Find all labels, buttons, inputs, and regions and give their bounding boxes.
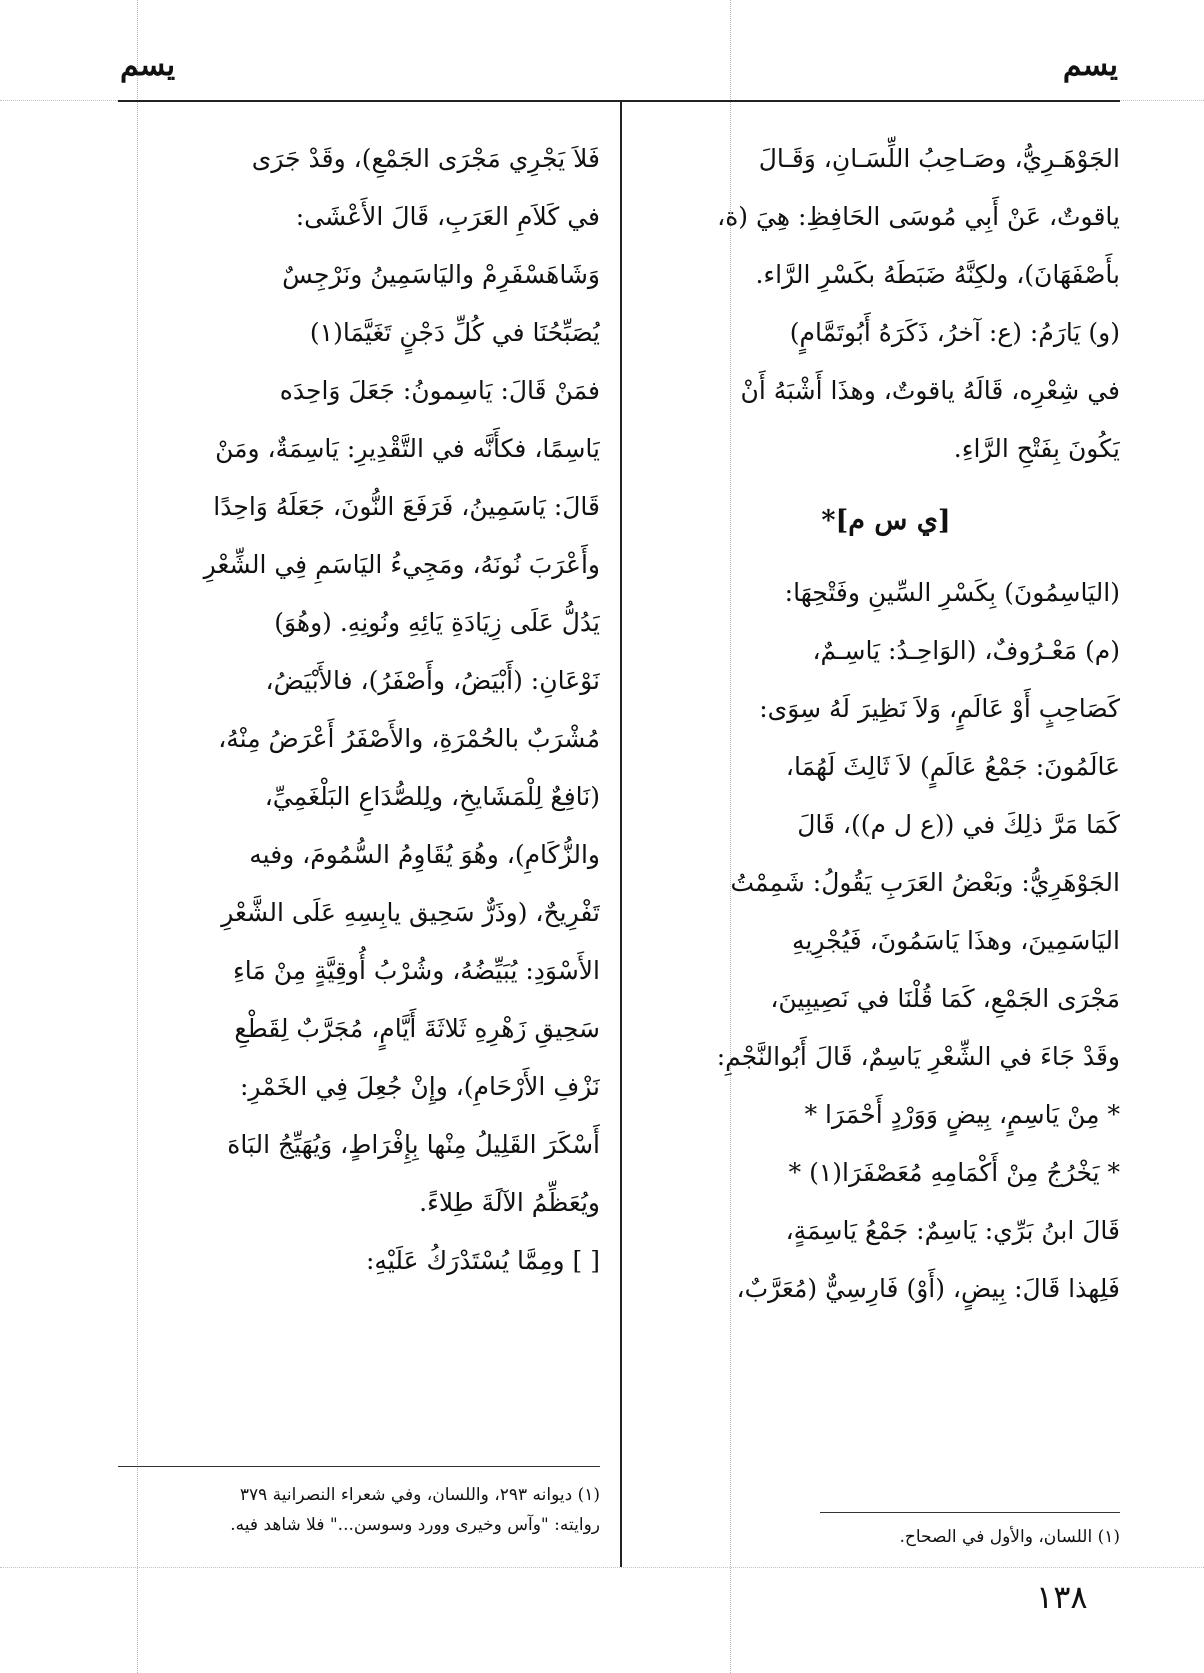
verse-line: * يَخْرُجُ مِنْ أَكْمَامِهِ مُعَصْفَرَا(١) *: [788, 1158, 1120, 1187]
right-column: [652, 130, 1120, 1318]
text-line: الجَوْهَـرِيُّ، وصَـاحِبُ اللِّسَـانِ، وَقَـالَ: [758, 144, 1120, 173]
text-line: (نَافِعٌ لِلْمَشَايخِ، ولِلصُّدَاعِ البَلْغَمِيِّ،: [264, 782, 600, 811]
running-header-right: يسم: [1062, 48, 1118, 83]
text-line: كَصَاحِبٍ أَوْ عَالَمٍ، وَلاَ نَظِيرَ لَهُ سِوَى:: [759, 694, 1120, 723]
text-line: في كَلاَمِ العَرَبِ، قَالَ الأَعْشَى:: [295, 202, 600, 231]
text-line: قَالَ: يَاسَمِينُ، فَرَفَعَ النُّونَ، جَعَلَهُ وَاحِدًا: [213, 492, 600, 521]
left-column: [118, 130, 600, 1290]
scan-guide-line: [0, 1567, 1204, 1568]
text-line: ويُعَظِّمُ الآلَةَ طِلاءً.: [419, 1188, 600, 1217]
spacer: [652, 478, 1120, 492]
text-line: (اليَاسِمُونَ) بِكَسْرِ السِّينِ وفَتْحِهَا:: [784, 578, 1120, 607]
running-header-left: يسم: [120, 48, 176, 83]
text-line: كَمَا مَرَّ ذلِكَ في ((ع ل م))، قَالَ: [797, 810, 1120, 839]
text-line: نَوْعَانِ: (أَبْيَضُ، وأَصْفَرُ)، فالأَبْيَضُ،: [265, 666, 600, 695]
header-rule: [118, 100, 1120, 102]
text-line: بأَصْفَهَانَ)، ولكِنَّهُ ضَبَطَهُ بكَسْرِ الرَّاء.: [755, 260, 1120, 289]
text-line: تَفْرِيحٌ، (وذَرٌّ سَحِيق يابِسِهِ عَلَى الشَّعْرِ: [221, 898, 600, 927]
verse-line: * مِنْ يَاسِمٍ، بِيضٍ وَوَرْدٍ أَحْمَرَا *: [804, 1100, 1120, 1129]
entry-heading: [ي س م]*: [821, 505, 951, 536]
text-line: مَجْرَى الجَمْعِ، كَمَا قُلْنَا في نَصِيبِينَ،: [770, 984, 1120, 1013]
spacer: [652, 550, 1120, 564]
footnote-line: (١) ديوانه ٢٩٣، واللسان، وفي شعراء النصرانية ٣٧٩: [239, 1485, 600, 1505]
footnote-rule: [118, 1466, 600, 1467]
text-line: مُشْرَبٌ بالحُمْرَةِ، والأَصْفَرُ أَعْرَضُ مِنْهُ،: [218, 724, 600, 753]
footnote-line: روايته: "وآس وخيرى وورد وسوسن..." فلا شاهد فيه.: [230, 1515, 600, 1535]
text-line: فمَنْ قَالَ: يَاسِمونُ: جَعَلَ وَاحِدَه: [279, 376, 600, 405]
text-line: فَلِهذا قَالَ: بِيضٍ، (أَوْ) فَارِسِيٌّ (مُعَرَّبٌ،: [736, 1274, 1120, 1303]
text-line: اليَاسَمِينَ، وهذَا يَاسَمُونَ، فَيُجْرِيهِ: [791, 926, 1120, 955]
text-line: سَحِيقِ زَهْرِهِ ثَلاثَةَ أَيَّامٍ، مُجَرَّبٌ لِقَطْعِ: [234, 1014, 600, 1043]
text-line: [ ] ومِمَّا يُسْتَدْرَكُ عَلَيْهِ:: [366, 1246, 600, 1275]
text-line: والزُّكَامِ)، وهُوَ يُقَاوِمُ السُّمُومَ، وفيه: [249, 840, 600, 869]
text-line: وأَعْرَبَ نُونَهُ، ومَجِيءُ اليَاسَمِ فِي الشِّعْرِ: [203, 550, 600, 579]
text-line: قَالَ ابنُ بَرِّي: يَاسِمٌ: جَمْعُ يَاسِمَةٍ،: [785, 1216, 1120, 1245]
text-line: ياقوتٌ، عَنْ أَبِي مُوسَى الحَافِظِ: هِيَ (ة،: [717, 202, 1120, 231]
text-line: عَالَمُونَ: جَمْعُ عَالَمٍ) لاَ ثَالِثَ لَهُمَا،: [785, 752, 1120, 781]
text-line: (م) مَعْـرُوفٌ، (الوَاحِـدُ: يَاسِـمٌ،: [812, 636, 1120, 665]
text-line: الجَوْهَرِيُّ: وبَعْضُ العَرَبِ يَقُولُ: شَمِمْتُ: [730, 868, 1120, 897]
text-line: أَسْكَرَ القَلِيلُ مِنْها بِإِفْرَاطٍ، وَيُهَيِّجُ البَاهَ: [227, 1130, 600, 1159]
text-line: يَكُونَ بِفَتْحِ الرَّاءِ.: [953, 434, 1120, 463]
verse-line: يُصَبِّحُنَا في كُلِّ دَجْنٍ تَغَيَّمَا(١): [309, 318, 600, 347]
text-line: الأَسْوَدِ: يُبَيِّضُهُ، وشُرْبُ أُوقِيَّةٍ مِنْ مَاءِ: [232, 956, 600, 985]
text-line: نَزْفِ الأَرْحَامِ)، وإِنْ جُعِلَ فِي الخَمْرِ:: [239, 1072, 600, 1101]
text-line: فَلاَ يَجْرِي مَجْرَى الجَمْعِ)، وقَدْ جَرَى: [251, 144, 600, 173]
text-line: يَدُلُّ عَلَى زِيَادَةِ يَائِهِ ونُونِهِ. (وهُوَ): [274, 608, 600, 637]
footnote-left: [118, 1480, 600, 1540]
page-number: ١٣٨: [1036, 1578, 1088, 1616]
text-line: يَاسِمًا، فكأَنَّه في التَّقْدِيرِ: يَاسِمَةٌ، ومَنْ: [215, 434, 600, 463]
text-line: وقَدْ جَاءَ في الشِّعْرِ يَاسِمٌ، قَالَ أَبُوالنَّجْمِ:: [716, 1042, 1120, 1071]
column-divider: [620, 102, 622, 1567]
text-line: في شِعْرِه، قَالَهُ ياقوتٌ، وهذَا أَشْبَهُ أَنْ: [740, 376, 1120, 405]
footnote-rule: [820, 1512, 1120, 1513]
verse-line: وَشَاهَسْفَرِمْ واليَاسَمِينُ ونَرْجِسٌ: [282, 260, 600, 289]
text-line: (و) يَارَمُ: (ع: آخرُ، ذَكَرَهُ أَبُوتَمَّامٍ): [789, 318, 1120, 347]
footnote-right: (١) اللسان، والأول في الصحاح.: [899, 1527, 1120, 1547]
